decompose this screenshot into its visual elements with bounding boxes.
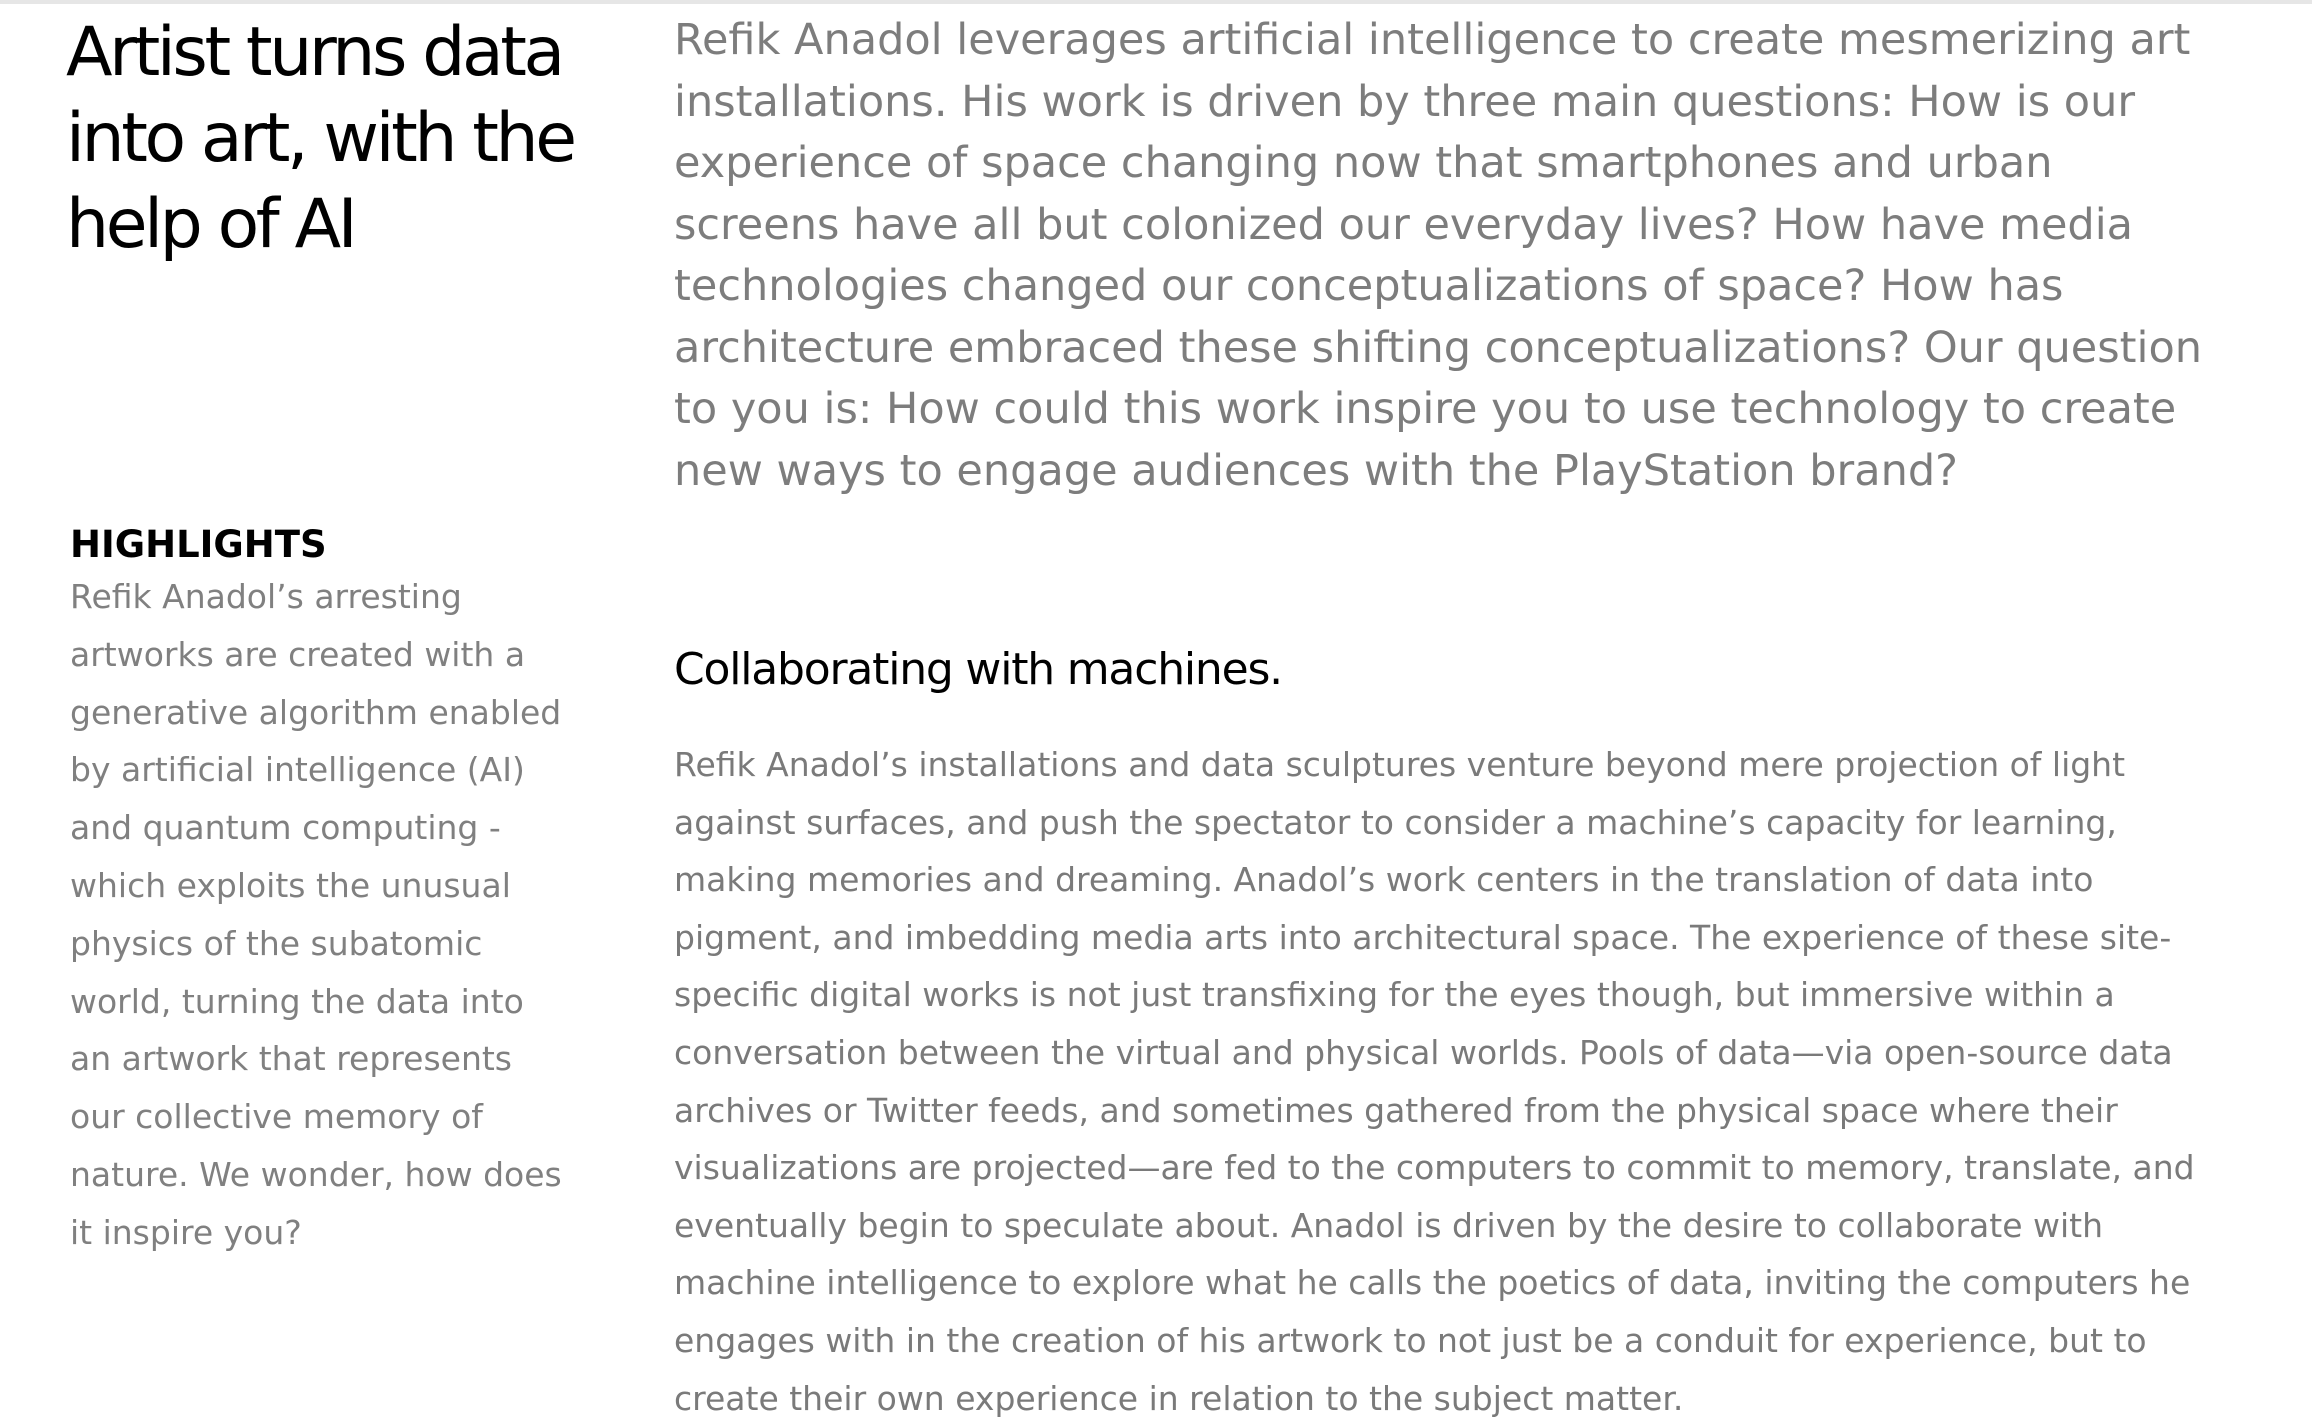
highlights-panel [70, 522, 570, 1262]
highlights-text: Refik Anadol’s arresting artworks are created with a generative algorithm enabled by artificial intelligence (AI) and quantum computing - which exploits the unusual physics of the subatomic world, turning the data into an artwork that represents our collective memory of nature. We wonder, how does it inspire you? [70, 577, 562, 1252]
section-heading: Collaborating with machines. [674, 644, 1282, 695]
highlights-heading: HIGHLIGHTS [70, 523, 327, 566]
intro-paragraph: Refik Anadol leverages artificial intelligence to create mesmerizing art installations. His work is driven by three main questions: How is our experience of space changing now that smartphones and urban screens have all but colonized our everyday lives? How have media technologies changed our conceptualizations of space? How has architecture embraced these shifting conceptualizations? Our question to you is: How could this work inspire you to use technology to create new ways to engage audiences with the PlayStation brand? [674, 15, 2203, 496]
top-divider [0, 0, 2312, 4]
section-paragraph: Refik Anadol’s installations and data sculptures venture beyond mere projection of light against surfaces, and push the spectator to consider a machine’s capacity for learning, making memories and dreaming. Anadol’s work centers in the translation of data into pigment, and imbedding media arts into architectural space. The experience of these site-specific digital works is not just transfixing for the eyes though, but immersive within a conversation between the virtual and physical worlds. Pools of data—via open-source data archives or Twitter feeds, and sometimes gathered from the physical space where their visualizations are projected—are fed to the computers to commit to memory, translate, and eventually begin to speculate about. Anadol is driven by the desire to collaborate with machine intelligence to explore what he calls the poetics of data, inviting the computers he engages with in the creation of his artwork to not just be a conduit for experience, but to create their own experience in relation to the subject matter. [674, 745, 2195, 1418]
page-title: Artist turns data into art, with the help of AI [66, 13, 574, 264]
